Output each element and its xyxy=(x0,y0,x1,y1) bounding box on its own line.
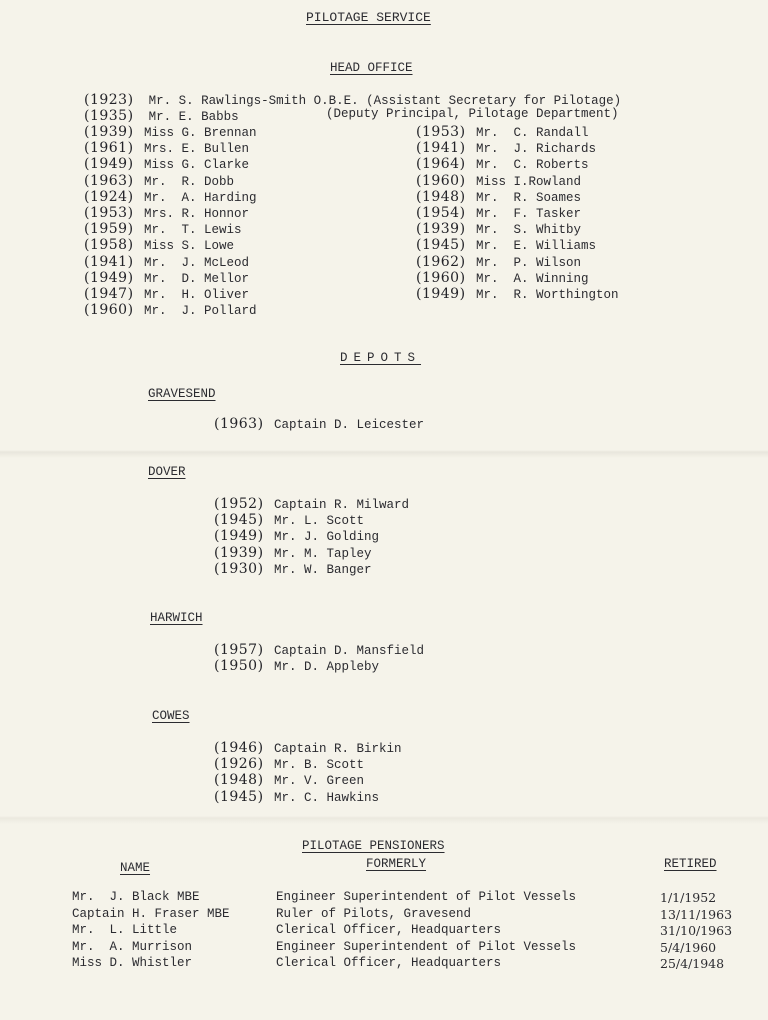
pensioner-former-role: Engineer Superintendent of Pilot Vessels xyxy=(276,890,577,904)
year-label: (1950) xyxy=(214,658,264,675)
staff-name: Mr. A. Winning xyxy=(476,271,589,286)
staff-name: Mr. M. Tapley xyxy=(274,546,372,561)
depot-harwich-heading: HARWICH xyxy=(150,611,203,625)
depot-gravesend-list xyxy=(214,416,424,432)
staff-entry xyxy=(416,221,619,237)
staff-entry xyxy=(416,124,619,140)
year-label: (1930) xyxy=(214,560,264,577)
year-label: (1963) xyxy=(84,172,134,189)
staff-entry xyxy=(84,286,257,302)
staff-name: Mrs. R. Honnor xyxy=(144,206,250,221)
staff-entry xyxy=(84,156,257,172)
year-label: (1960) xyxy=(84,302,134,319)
staff-name: Mr. J. Pollard xyxy=(144,304,257,319)
staff-entry xyxy=(84,173,257,189)
pensioner-name: Mr. A. Murrison xyxy=(72,939,193,954)
staff-entry xyxy=(214,528,409,544)
year-label: (1939) xyxy=(84,124,134,140)
year-label: (1959) xyxy=(84,221,134,238)
year-label: (1924) xyxy=(84,188,134,205)
staff-entry xyxy=(84,254,257,270)
year-label: (1964) xyxy=(416,156,466,173)
pensioner-former-role: Clerical Officer, Headquarters xyxy=(276,956,502,970)
year-label: (1961) xyxy=(84,140,134,157)
staff-name: Mr. P. Wilson xyxy=(476,255,582,270)
year-label: (1949) xyxy=(214,528,264,545)
staff-entry xyxy=(214,740,402,756)
staff-name: Mr. F. Tasker xyxy=(476,206,582,221)
staff-name: Mr. L. Scott xyxy=(274,514,365,529)
year-label: (1958) xyxy=(84,237,134,254)
staff-entry xyxy=(416,205,619,221)
staff-name: Mr. S. Whitby xyxy=(476,223,582,238)
year-label: (1957) xyxy=(214,642,264,658)
pensioner-name: Mr. J. Black MBE xyxy=(72,890,200,904)
staff-entry xyxy=(84,237,257,253)
pensioner-former-role: Ruler of Pilots, Gravesend xyxy=(276,906,472,921)
pensioner-retired-date: 1/1/1952 xyxy=(660,890,717,905)
pensioner-retired-date: 25/4/1948 xyxy=(660,956,725,971)
pensioners-table xyxy=(72,890,752,973)
page-title: PILOTAGE SERVICE xyxy=(306,10,431,25)
year-label: (1945) xyxy=(214,788,264,805)
staff-name: Mr. R. Dobb xyxy=(144,174,235,189)
depots-heading: DEPOTS xyxy=(340,351,422,365)
pensioner-name: Mr. L. Little xyxy=(72,923,178,937)
staff-entry xyxy=(214,416,424,432)
entry-text: Mr. S. Rawlings-Smith O.B.E. (Assistant Secretary for Pilotage) xyxy=(148,94,622,108)
head-office-left-list xyxy=(84,124,257,318)
staff-entry xyxy=(416,156,619,172)
pensioner-retired-date: 5/4/1960 xyxy=(660,939,717,955)
staff-entry xyxy=(84,124,257,140)
staff-name: Mr. J. Golding xyxy=(274,530,380,545)
year-label: (1935) xyxy=(84,108,134,124)
depot-cowes-heading: COWES xyxy=(152,709,190,723)
year-label: (1949) xyxy=(84,269,134,286)
staff-name: Mr. R. Soames xyxy=(476,190,582,205)
staff-entry xyxy=(416,237,619,253)
year-label: (1946) xyxy=(214,740,264,756)
staff-entry xyxy=(214,772,402,788)
staff-entry xyxy=(214,642,424,658)
year-label: (1960) xyxy=(416,269,466,286)
pensioner-row xyxy=(72,956,752,973)
staff-name: Captain R. Milward xyxy=(274,498,410,512)
staff-name: Mr. H. Oliver xyxy=(144,287,250,302)
staff-name: Miss G. Clarke xyxy=(144,158,250,173)
year-label: (1939) xyxy=(214,544,264,561)
pensioner-name: Captain H. Fraser MBE xyxy=(72,906,230,921)
staff-entry xyxy=(416,254,619,270)
pensioner-row xyxy=(72,923,752,940)
pensioners-heading: PILOTAGE PENSIONERS xyxy=(302,839,445,853)
staff-name: Mr. J. McLeod xyxy=(144,255,250,270)
staff-entry xyxy=(214,496,409,512)
depot-harwich-list xyxy=(214,642,424,674)
year-label: (1941) xyxy=(84,253,134,270)
year-label: (1952) xyxy=(214,496,264,512)
pensioner-former-role: Engineer Superintendent of Pilot Vessels xyxy=(276,939,577,954)
year-label: (1926) xyxy=(214,756,264,773)
staff-name: Captain D. Leicester xyxy=(274,418,425,432)
column-header-name: NAME xyxy=(120,861,151,875)
pensioner-retired-date: 31/10/1963 xyxy=(660,923,733,938)
staff-name: Mr. C. Roberts xyxy=(476,158,589,173)
staff-name: Mr. D. Appleby xyxy=(274,660,380,675)
staff-entry xyxy=(416,173,619,189)
deputy-note: (Deputy Principal, Pilotage Department) xyxy=(326,107,619,121)
staff-name: Miss S. Lowe xyxy=(144,239,235,254)
staff-entry xyxy=(84,205,257,221)
staff-name: Mr. W. Banger xyxy=(274,562,372,577)
depot-cowes-list xyxy=(214,740,402,805)
pensioner-retired-date: 13/11/1963 xyxy=(660,906,733,922)
staff-name: Mr. J. Richards xyxy=(476,142,597,157)
year-label: (1947) xyxy=(84,285,134,302)
staff-entry xyxy=(214,561,409,577)
year-label: (1949) xyxy=(416,285,466,302)
head-office-heading: HEAD OFFICE xyxy=(330,61,413,75)
year-label: (1939) xyxy=(416,221,466,238)
staff-entry xyxy=(416,286,619,302)
year-label: (1953) xyxy=(416,124,466,140)
staff-entry xyxy=(84,189,257,205)
staff-name: Mr. C. Randall xyxy=(476,126,589,140)
staff-name: Mr. T. Lewis xyxy=(144,223,242,238)
entry-text: Mr. E. Babbs xyxy=(148,110,239,124)
year-label: (1948) xyxy=(416,188,466,205)
staff-name: Mrs. E. Bullen xyxy=(144,142,250,157)
year-label: (1949) xyxy=(84,156,134,173)
staff-entry xyxy=(214,658,424,674)
column-header-retired: RETIRED xyxy=(664,857,717,871)
head-office-right-list xyxy=(416,124,619,302)
staff-name: Mr. D. Mellor xyxy=(144,271,250,286)
staff-entry xyxy=(214,789,402,805)
staff-name: Mr. C. Hawkins xyxy=(274,790,380,805)
staff-name: Miss I.Rowland xyxy=(476,174,582,189)
staff-entry xyxy=(416,140,619,156)
staff-name: Mr. E. Williams xyxy=(476,239,597,254)
year-label: (1923) xyxy=(84,92,134,108)
year-label: (1962) xyxy=(416,253,466,270)
year-label: (1953) xyxy=(84,204,134,221)
pensioner-row xyxy=(72,890,752,907)
staff-name: Captain D. Mansfield xyxy=(274,644,425,658)
depot-dover-heading: DOVER xyxy=(148,465,186,479)
staff-name: Mr. V. Green xyxy=(274,774,365,789)
depot-dover-list xyxy=(214,496,409,577)
staff-name: Mr. A. Harding xyxy=(144,190,257,205)
staff-entry xyxy=(84,270,257,286)
year-label: (1941) xyxy=(416,140,466,157)
pensioner-row xyxy=(72,907,752,924)
head-office-second-entry xyxy=(84,108,239,125)
year-label: (1960) xyxy=(416,172,466,189)
staff-entry xyxy=(84,302,257,318)
staff-name: Captain R. Birkin xyxy=(274,742,402,756)
column-header-formerly: FORMERLY xyxy=(366,857,427,871)
depot-gravesend-heading: GRAVESEND xyxy=(148,387,216,401)
year-label: (1954) xyxy=(416,204,466,221)
pensioner-name: Miss D. Whistler xyxy=(72,956,193,970)
staff-name: Mr. B. Scott xyxy=(274,758,365,773)
staff-name: Miss G. Brennan xyxy=(144,126,257,140)
staff-entry xyxy=(214,545,409,561)
staff-entry xyxy=(416,270,619,286)
staff-entry xyxy=(416,189,619,205)
year-label: (1945) xyxy=(416,237,466,254)
staff-entry xyxy=(214,756,402,772)
pensioner-former-role: Clerical Officer, Headquarters xyxy=(276,923,502,937)
staff-name: Mr. R. Worthington xyxy=(476,287,619,302)
staff-entry xyxy=(214,512,409,528)
pensioner-row xyxy=(72,940,752,957)
year-label: (1945) xyxy=(214,512,264,529)
staff-entry xyxy=(84,221,257,237)
year-label: (1963) xyxy=(214,416,264,432)
staff-entry xyxy=(84,140,257,156)
year-label: (1948) xyxy=(214,772,264,789)
